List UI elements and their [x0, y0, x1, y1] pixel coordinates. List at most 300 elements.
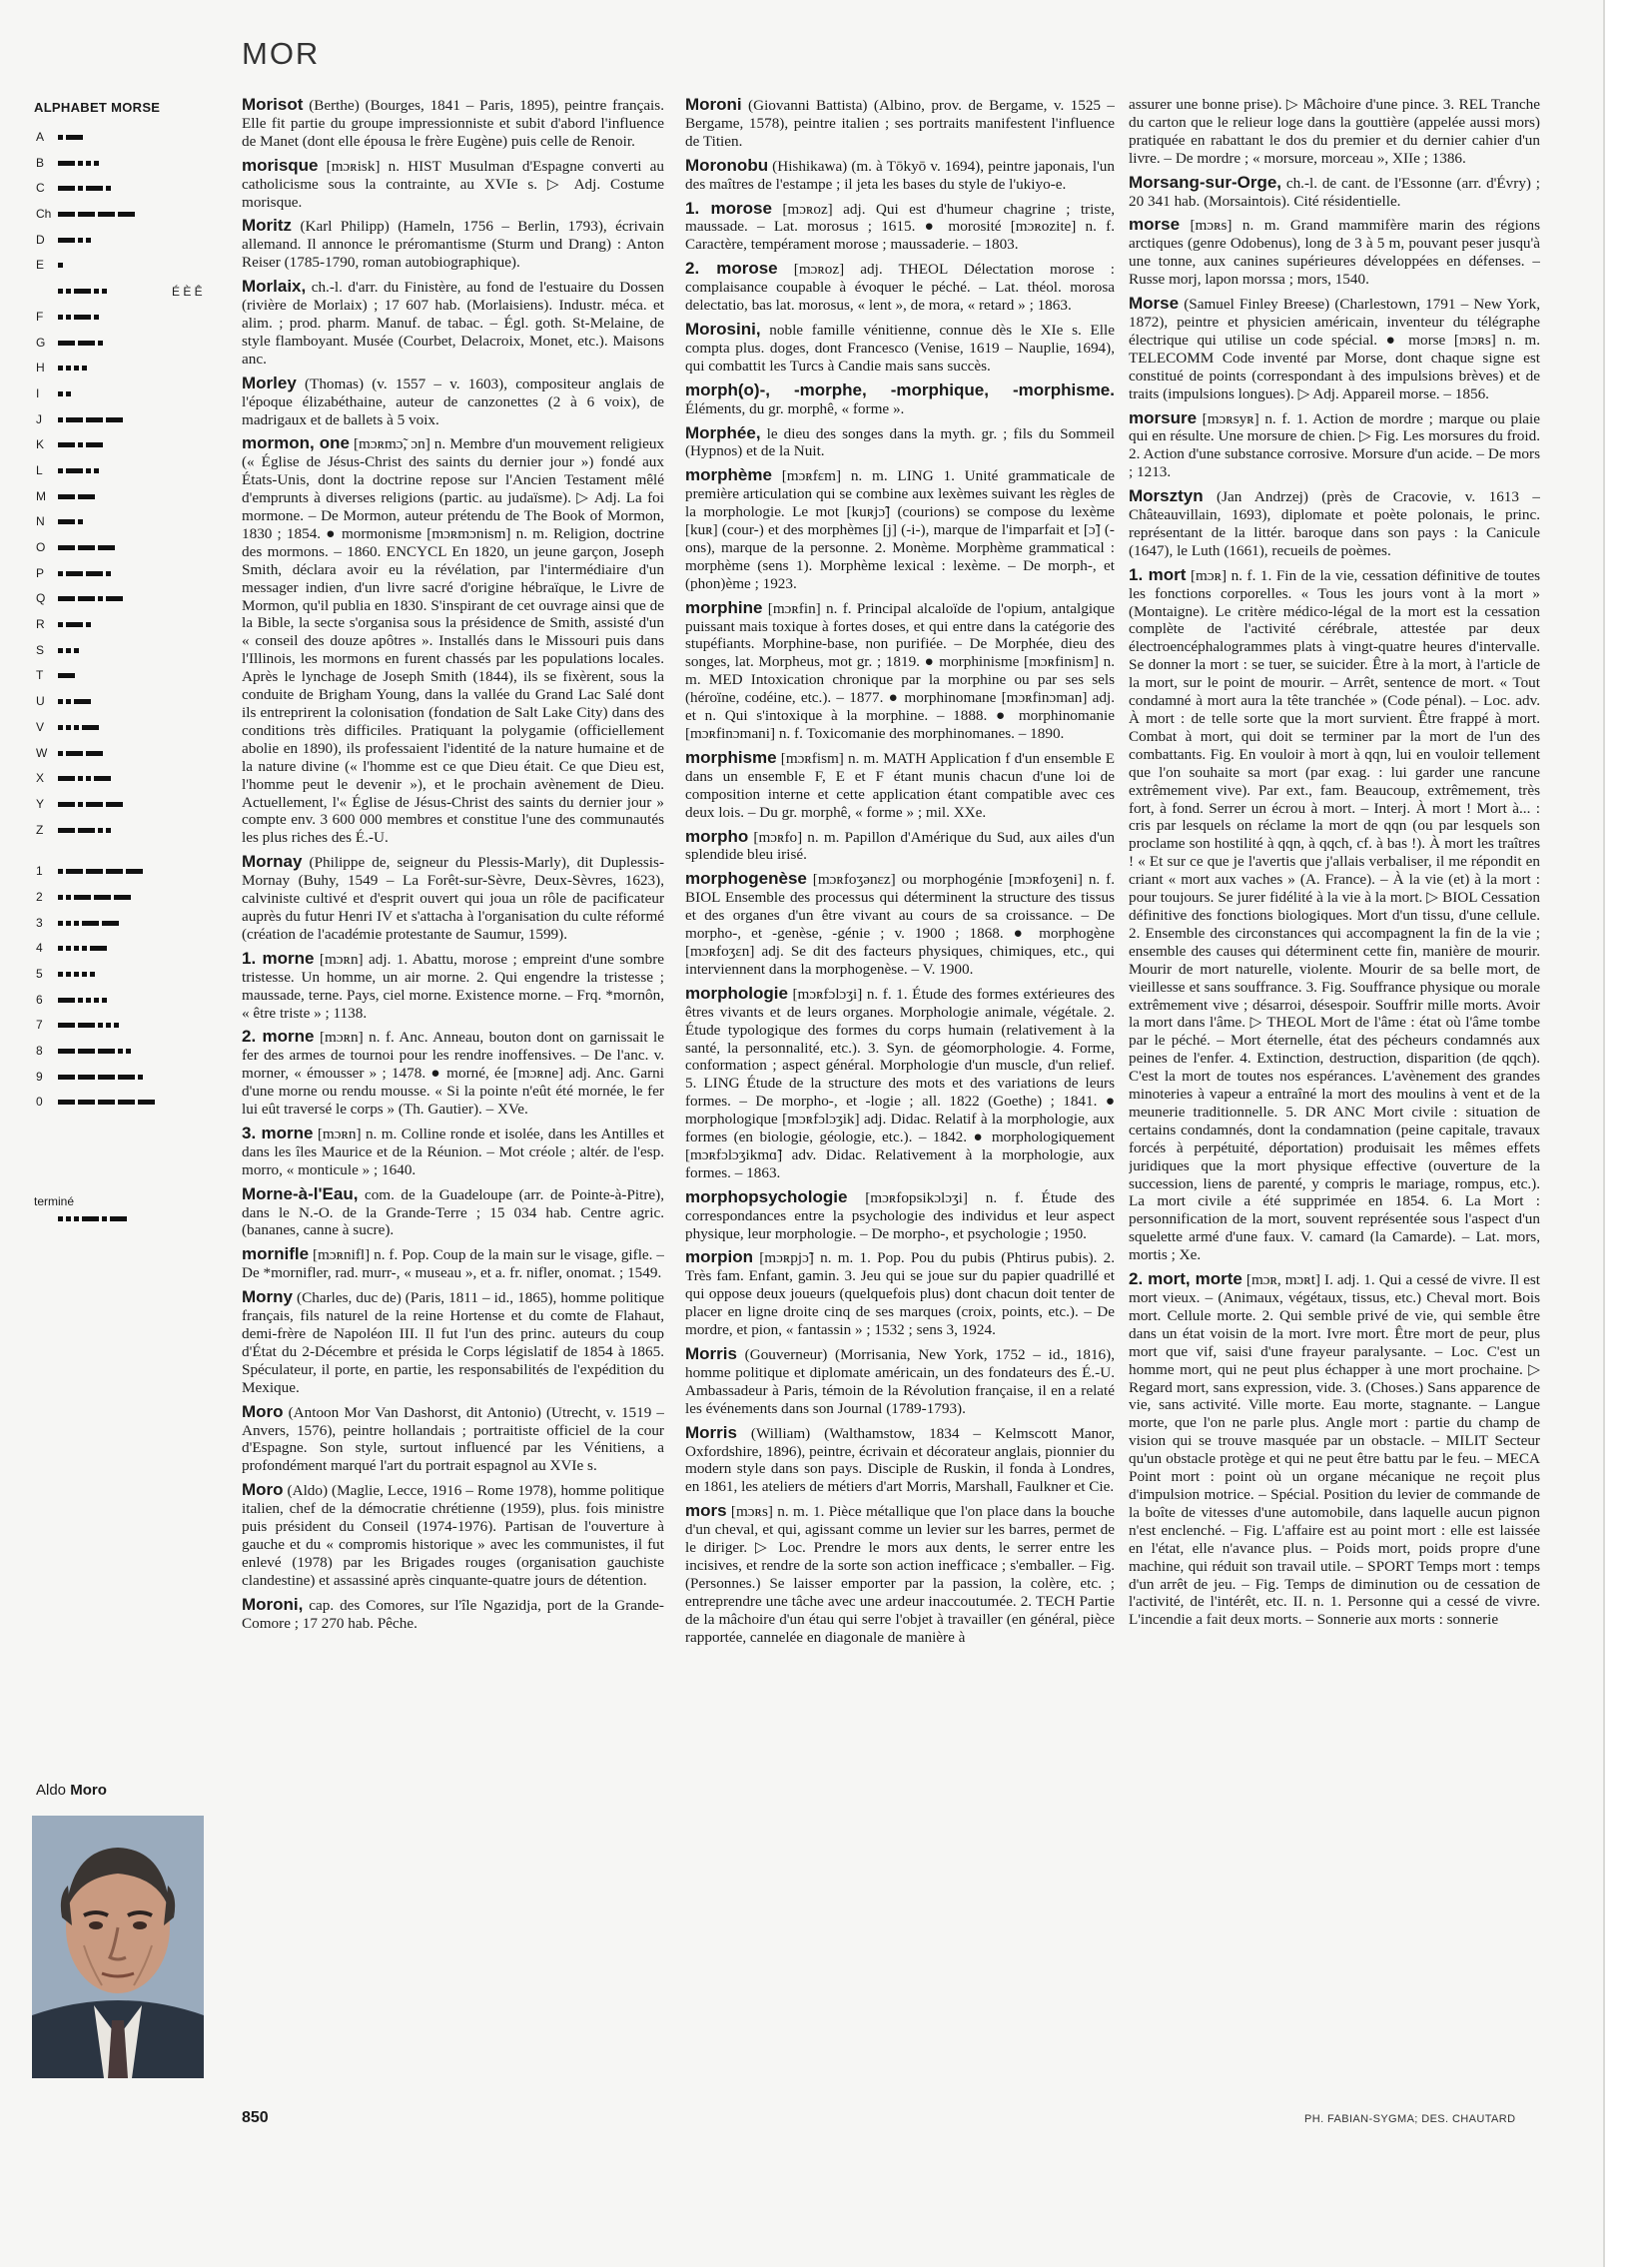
entry-headword: 3. morne — [242, 1123, 314, 1142]
morse-dash — [98, 545, 115, 550]
morse-dot — [94, 289, 99, 294]
running-head: MOR — [242, 36, 321, 71]
morse-row — [34, 383, 234, 409]
morse-dash — [82, 921, 99, 926]
morse-row — [34, 178, 234, 204]
morse-dash — [58, 776, 75, 781]
morse-row — [34, 333, 234, 359]
dictionary-entry — [685, 321, 1115, 376]
entry-headword: mormon, one — [242, 433, 350, 453]
morse-dot — [66, 921, 71, 926]
page-number: 850 — [242, 2109, 269, 2126]
dictionary-entry — [242, 1403, 664, 1476]
morse-letter: J — [36, 411, 42, 426]
entry-text: [mɔʀfoʒənɛz] ou morphogénie [mɔʀfoʒeni] n. f. BIOL Ensemble des processus qui déterminent la structure des tissus et des organes d'un être vivant au cours de sa croissance. – De morpho-, et -genèse, -génie ; v. 1900 ; 1868. ● morphogène [mɔʀfoʒɛn] adj. Se dit des facteurs physiques, chimiques, etc., qui interviennent dans la morphogenèse. – V. 1900. — [685, 871, 1115, 978]
morse-row — [34, 1015, 234, 1041]
morse-code — [58, 289, 107, 294]
entry-text: [mɔʀnifl] n. f. Pop. Coup de la main sur le visage, gifle. – De *mornifler, rad. murr-, « museau », et a. fr. nifler, onomat. ; 1549. — [242, 1246, 664, 1282]
morse-row — [34, 861, 234, 887]
entry-text: [mɔʀmɔ̃, ɔn] n. Membre d'un mouvement religieux (« Église de Jésus-Christ des saints du dernier jour ») fondé aux États-Unis, dont la doctrine repose sur l'Ancien Testament mêlé d'emprunts à diverses religions (partic. au judaïsme). ▷ Adj. La foi mormone. – De Mormon, auteur prétendu de The Book of Mormon, 1830 ; 1854. ● mormonisme [mɔʀmɔnism] n. m. Religion, doctrine des mormons. – 1860. ENCYCL En 1820, un jeune garçon, Joseph Smith, déclara avoir eu la révélation, par l'intermédiaire d'un messager indien, d'un livre sacré d'origine hébraïque, le Livre de Mormon, qu'il publia en 1830. S'inspirant de cet ouvrage ainsi que de la Bible, la secte s'organisa sous la présidence de Smith, assisté d'un « conseil des douze apôtres ». Installés dans le Missouri puis dans l'Illinois, les mormons en furent chassés par les populations locales. Après le lynchage de Joseph Smith (1844), ils se fixèrent, sous la conduite de Brigham Young, dans la vallée du Grand Lac Salé dont ils entreprirent la colonisation (fondation de Salt Lake City) dans des conditions très difficiles. Pratiquant la polygamie (officiellement abolie en 1890), ils professaient l'identité de la nature humaine et de la nature divine (« l'homme est ce que Dieu était. Ce que Dieu est, l'homme peut le devenir »), et le prochain avènement de Dieu. Actuellement, l'« Église de Jésus-Christ des saints du dernier jour » compte env. 3 600 000 membres et constitue l'une des communautés les plus riches des É.-U. — [242, 435, 664, 847]
morse-dash — [58, 1075, 75, 1080]
entry-text: (Berthe) (Bourges, 1841 – Paris, 1895), peintre français. Elle fit partie du groupe impressionniste et subit d'abord l'influence de Manet (dont elle épousa le frère Eugène) puis celle de Renoir. — [242, 97, 664, 150]
morse-dash — [78, 545, 95, 550]
dictionary-entry — [685, 749, 1115, 822]
morse-dash — [78, 494, 95, 499]
morse-code — [58, 869, 143, 874]
morse-dash — [106, 802, 123, 807]
morse-code — [58, 1100, 155, 1105]
morse-dash — [66, 571, 83, 576]
morse-dot — [102, 289, 107, 294]
dictionary-entry — [242, 1596, 664, 1633]
morse-letter: 3 — [36, 915, 43, 930]
morse-dot — [74, 972, 79, 977]
morse-note: É È Ê — [172, 285, 203, 300]
morse-dash — [78, 1023, 95, 1028]
morse-dot — [106, 828, 111, 833]
entry-text: (Samuel Finley Breese) (Charlestown, 1791 – New York, 1872), peintre et physicien américain, inventeur du télégraphe électrique qui utilise un code spécial. ● morse [mɔʀs] n. m. TELECOMM Code inventé par Morse, dont chaque signe est constitué de points (correspondant à des impulsions brèves) et de traits (impulsions longues). ▷ Adj. Appareil morse. – 1856. — [1129, 296, 1540, 402]
morse-dash — [106, 417, 123, 422]
entry-text: (Giovanni Battista) (Albino, prov. de Bergame, v. 1525 – Bergame, 1578), peintre italien ; ses portraits manifestent l'influence de Titien. — [685, 97, 1115, 150]
morse-alphabet-title: ALPHABET MORSE — [34, 100, 161, 115]
morse-row — [34, 717, 234, 743]
dictionary-entry — [1129, 216, 1540, 289]
morse-dash — [78, 1075, 95, 1080]
dictionary-entry — [242, 434, 664, 847]
morse-dash — [74, 699, 91, 704]
morse-dash — [78, 212, 95, 217]
morse-code — [58, 135, 83, 140]
text-column-2 — [685, 96, 1115, 2078]
entry-headword: Moritz — [242, 216, 293, 236]
morse-row — [34, 887, 234, 913]
morse-row — [34, 281, 234, 307]
morse-dot — [66, 1216, 71, 1221]
dictionary-entry — [685, 599, 1115, 743]
morse-dot — [106, 571, 111, 576]
morse-dash — [58, 212, 75, 217]
morse-code — [58, 998, 107, 1003]
dictionary-entry — [242, 157, 664, 212]
morse-letter: P — [36, 565, 45, 580]
morse-row — [34, 794, 234, 820]
morse-dot — [66, 699, 71, 704]
morse-dash — [90, 946, 107, 951]
morse-dash — [74, 289, 91, 294]
entry-headword: Morisot — [242, 96, 304, 114]
morse-dot — [58, 571, 63, 576]
morse-dash — [66, 135, 83, 140]
morse-dash — [86, 442, 103, 447]
morse-alphabet-sidebar — [34, 100, 234, 1118]
morse-dot — [58, 725, 63, 730]
morse-dash — [66, 869, 83, 874]
morse-dash — [58, 596, 75, 601]
morse-code — [58, 776, 111, 781]
morse-row — [34, 990, 234, 1016]
morse-dot — [94, 468, 99, 473]
dictionary-entry — [242, 1245, 664, 1282]
morse-dot — [66, 895, 71, 900]
entry-text: [mɔʀfism] n. m. MATH Application f d'un ensemble E dans un ensemble F, E et F étant munis chacun d'une loi de composition interne et cette application étant compatible avec ces deux lois. – Du gr. morphê, « forme » ; mil. XXe. — [685, 749, 1115, 821]
morse-dot — [98, 596, 103, 601]
morse-dot — [82, 972, 87, 977]
entry-headword: mornifle — [242, 1244, 310, 1264]
dictionary-entry — [242, 1288, 664, 1396]
morse-dash — [82, 1216, 99, 1221]
entry-text: Éléments, du gr. morphê, « forme ». — [685, 399, 905, 417]
morse-letter: Ch — [36, 207, 52, 222]
entry-text: [mɔʀfin] n. f. Principal alcaloïde de l'opium, antalgique puissant mais toxique à fortes doses, et qui entre dans la catégorie des stupéfiants. Morphine-base, non purifiée. – De Morphée, dieu des songes, lat. Morpheus, mot gr. ; 1819. ● morphinisme [mɔʀfinism] n. m. MED Intoxication chronique par la morphine ou par ses sels (héroïne, codéine, etc.). – 1877. ● morphinomane [mɔʀfinɔman] adj. et n. Qui s'intoxique à la morphine. – 1888. ● morphinomanie [mɔʀfinɔmani] n. f. Toxicomanie des morphinomanes. – 1890. — [685, 599, 1115, 742]
entry-text: (Antoon Mor Van Dashorst, dit Antonio) (Utrecht, v. 1519 – Anvers, 1576), peintre hollandais ; portraitiste officiel de la cour d'Espagne. Son style, surtout influencé par les Vénitiens, a profondément marqué l'art du portrait espagnol au XVIe s. — [242, 1403, 664, 1475]
entry-text: [mɔʀn] n. m. Colline ronde et isolée, dans les Antilles et dans les îles Maurice et de la Réunion. – Mot créole ; altér. de l'esp. morro, « monticule » ; 1640. — [242, 1125, 664, 1178]
entry-text: (Hishikawa) (m. à Tōkyō v. 1694), peintre japonais, l'un des maîtres de l'estampe ; il jeta les bases du style de l'ukiyo-e. — [685, 157, 1115, 193]
entry-headword: mors — [685, 1501, 727, 1521]
morse-code — [58, 468, 99, 473]
entry-text: [mɔʀ, mɔʀt] I. adj. 1. Qui a cessé de vivre. Il est mort vieux. – (Animaux, végétaux, tissus, etc.) Cheval mort. Bois mort. Cellule morte. 2. Qui semble privé de vie, qui semble être dans un état voisin de la mort. Ivre mort. Être mort de peur, plus mort que vif, saisi d'une frayeur paralysante. – Loc. C'est un homme mort, qui ne peut plus échapper à une mort prochaine. ▷ Regard mort, sans expression, vide. 3. (Choses.) Sans apparence de vie, sans activité. Ville morte. Eau morte, stagnante. – Langue morte, que l'on ne parle plus. Angle mort : partie du champ de vision qui se trouve masquée par un obstacle. – MILIT Secteur qu'un obstacle protège et qui ne peut être battu par le feu. – MECA Point mort : point où un organe mécanique ne reçoit plus d'impulsion motrice. – Spécial. Position du levier de commande de la boîte de vitesses d'une automobile, dans laquelle aucun pignon n'est enclenché. – Fig. L'affaire est au point mort : elle est laissée en l'état, elle n'avance plus. – Poids mort, poids propre d'une machine, qui réduit son travail utile. – SPORT Temps mort : temps d'un arrêt de jeu. – Fig. Temps de diminution ou de cessation de l'activité, de l'intérêt, etc. II. n. 1. Personne qui a cessé de vivre. L'incendie a fait deux morts. – Sonnerie aux morts : sonnerie — [1129, 1271, 1540, 1629]
morse-row — [34, 938, 234, 964]
entry-headword: Morphée, — [685, 422, 761, 442]
morse-dot — [58, 391, 63, 396]
morse-row — [34, 691, 234, 717]
dictionary-entry — [242, 375, 664, 429]
morse-row — [34, 588, 234, 614]
morse-dot — [78, 776, 83, 781]
morse-dot — [86, 161, 91, 166]
morse-dash — [78, 341, 95, 346]
morse-dot — [58, 1216, 63, 1221]
entry-headword: morphisme — [685, 747, 777, 767]
morse-dot — [86, 776, 91, 781]
morse-dot — [78, 802, 83, 807]
morse-row — [34, 255, 234, 281]
dictionary-entry — [685, 828, 1115, 865]
dictionary-entry — [1129, 487, 1540, 560]
entry-text: [mɔʀfo] n. m. Papillon d'Amérique du Sud, aux ailes d'un splendide bleu irisé. — [685, 828, 1115, 864]
morse-dot — [58, 468, 63, 473]
morse-dot — [102, 998, 107, 1003]
morse-code — [58, 1049, 131, 1054]
morse-dash — [114, 895, 131, 900]
morse-letter: H — [36, 361, 45, 376]
entry-text: cap. des Comores, sur l'île Ngazidja, port de la Grande-Comore ; 17 270 hab. Pêche. — [242, 1596, 664, 1632]
morse-dash — [86, 571, 103, 576]
entry-text: (William) (Walthamstow, 1834 – Kelmscott Manor, Oxfordshire, 1896), peintre, écrivain et décorateur anglais, pionnier du modern style dans son pays. Disciple de Ruskin, il fonda à Londres, en 1861, les ateliers de métiers d'art Morris, Marshall, Faulkner et Cie. — [685, 1424, 1115, 1496]
entry-headword: Moro — [242, 1401, 284, 1421]
morse-dot — [74, 366, 79, 371]
morse-dot — [86, 622, 91, 627]
morse-dot — [74, 946, 79, 951]
morse-code — [58, 494, 95, 499]
morse-dash — [102, 921, 119, 926]
morse-dot — [58, 946, 63, 951]
entry-text: [mɔʀsyʀ] n. f. 1. Action de mordre ; marque ou plaie qui en résulte. Une morsure de chien. ▷ Fig. Les morsures du froid. 2. Action d'une substance corrosive. Morsure d'un acide. – De mors ; 1213. — [1129, 409, 1540, 481]
morse-dash — [78, 1100, 95, 1105]
morse-letter: 0 — [36, 1095, 43, 1110]
morse-dot — [106, 186, 111, 191]
morse-dot — [58, 315, 63, 320]
morse-row — [34, 127, 234, 153]
morse-dash — [94, 895, 111, 900]
morse-dash — [86, 802, 103, 807]
dictionary-entry — [1129, 96, 1540, 168]
dictionary-entry — [685, 1345, 1115, 1418]
morse-row — [34, 820, 234, 846]
dictionary-entry — [242, 853, 664, 944]
morse-row — [34, 307, 234, 333]
morse-letter: Q — [36, 591, 46, 606]
morse-dash — [118, 212, 135, 217]
morse-dot — [74, 1216, 79, 1221]
morse-dash — [78, 596, 95, 601]
entry-headword: Mornay — [242, 852, 303, 872]
entry-headword: 2. morose — [685, 259, 778, 279]
dictionary-entry — [242, 96, 664, 151]
morse-row — [34, 640, 234, 666]
morse-row — [34, 768, 234, 794]
morse-dot — [138, 1075, 143, 1080]
dictionary-entry — [685, 870, 1115, 978]
photo-caption-first: Aldo — [36, 1782, 67, 1799]
morse-dot — [74, 725, 79, 730]
morse-dash — [138, 1100, 155, 1105]
termine-morse-code — [58, 1216, 127, 1221]
morse-letter: M — [36, 488, 46, 503]
morse-dot — [58, 417, 63, 422]
entry-headword: morphème — [685, 465, 772, 485]
morse-dot — [98, 1023, 103, 1028]
morse-letter: W — [36, 745, 48, 760]
morse-dot — [94, 998, 99, 1003]
photo-caption-name: Moro — [70, 1782, 107, 1799]
entry-headword: morphopsychologie — [685, 1186, 848, 1206]
dictionary-entry — [685, 260, 1115, 315]
morse-letter: B — [36, 155, 45, 170]
entry-text: [mɔʀs] n. m. 1. Pièce métallique que l'on place dans la bouche d'un cheval, et qui, agissant comme un levier sur les barres, permet de le diriger. ▷ Loc. Prendre le mors aux dents, le serrer entre les incisives, et rendre de la sorte son action inefficace ; s'emballer. – Fig. (Personnes.) Se laisser emporter par la passion, la colère, etc. ; entreprendre une tâche avec une ardeur inaccoutumée. 2. TECH Partie de la mâchoire d'un étau qui serre l'objet à travailler (en général, pièce rapportée, cannelée en diagonale de manière à — [685, 1503, 1115, 1646]
entry-text: (Thomas) (v. 1557 – v. 1603), compositeur anglais de l'époque élizabéthaine, auteur de canzonettes (2 à 6 voix), de madrigaux et de ballets à 5 voix. — [242, 375, 664, 428]
entry-text: (Charles, duc de) (Paris, 1811 – id., 1865), homme politique français, fils naturel de la reine Hortense et du comte de Flahaut, demi-frère de Napoléon III. Il fut l'un des princ. auteurs du coup d'État du 2-Décembre et présida le Corps législatif de 1854 à 1865. Spéculateur, il porte, en partie, les responsabilités de l'expédition du Mexique. — [242, 1289, 664, 1396]
morse-dot — [78, 238, 83, 243]
morse-letter: L — [36, 462, 43, 477]
morse-dash — [58, 545, 75, 550]
morse-dot — [58, 869, 63, 874]
morse-row — [34, 358, 234, 383]
morse-dot — [66, 315, 71, 320]
entry-headword: morpion — [685, 1247, 753, 1267]
morse-letter: 4 — [36, 941, 43, 956]
morse-letter: Y — [36, 796, 45, 811]
morse-dot — [58, 135, 63, 140]
morse-dash — [58, 442, 75, 447]
morse-code — [58, 238, 91, 243]
morse-dot — [78, 161, 83, 166]
morse-letter-table — [34, 127, 234, 845]
morse-dash — [58, 238, 75, 243]
morse-row — [34, 1092, 234, 1118]
morse-letter: V — [36, 719, 45, 734]
morse-letter: I — [36, 385, 40, 400]
morse-row — [34, 434, 234, 460]
morse-dot — [58, 648, 63, 653]
morse-letter: X — [36, 771, 45, 786]
morse-dash — [98, 1100, 115, 1105]
morse-dot — [78, 519, 83, 524]
morse-letter: T — [36, 668, 44, 683]
morse-letter: 8 — [36, 1044, 43, 1059]
morse-code — [58, 417, 123, 422]
morse-dash — [58, 519, 75, 524]
morse-dash — [74, 315, 91, 320]
morse-dash — [94, 776, 111, 781]
morse-dash — [58, 1100, 75, 1105]
morse-dot — [86, 998, 91, 1003]
entry-headword: Morris — [685, 1344, 737, 1363]
morse-code — [58, 622, 91, 627]
morse-row — [34, 964, 234, 990]
morse-dash — [86, 751, 103, 756]
entry-headword: Morny — [242, 1287, 293, 1307]
morse-row — [34, 486, 234, 512]
morse-dash — [58, 1023, 75, 1028]
entry-text: (Jan Andrzej) (près de Cracovie, v. 1613 – Châteauvillain, 1693), diplomate et poète polonais, le princ. représentant de la littér. baroque dans son pays : la Canicule (1647), le Luth (1661), recueils de poèmes. — [1129, 488, 1540, 559]
morse-row — [34, 230, 234, 256]
dictionary-entry — [1129, 1270, 1540, 1629]
entry-headword: Moro — [242, 1480, 284, 1500]
entry-headword: morsure — [1129, 407, 1198, 427]
morse-letter: F — [36, 309, 44, 324]
photo-credits: PH. FABIAN-SYGMA; DES. CHAUTARD — [1304, 2113, 1516, 2125]
dictionary-entry — [242, 950, 664, 1023]
morse-dot — [58, 263, 63, 268]
morse-letter: O — [36, 540, 46, 554]
text-column-3 — [1129, 96, 1540, 2078]
entry-headword: morse — [1129, 215, 1181, 235]
morse-dot — [82, 946, 87, 951]
morse-row — [34, 1067, 234, 1093]
morse-dot — [86, 238, 91, 243]
morse-dot — [98, 341, 103, 346]
dictionary-entry — [685, 1502, 1115, 1646]
morse-code — [58, 263, 63, 268]
morse-dot — [66, 391, 71, 396]
morse-row — [34, 563, 234, 589]
morse-row — [34, 913, 234, 939]
morse-dot — [90, 972, 95, 977]
dictionary-entry — [242, 1028, 664, 1119]
dictionary-entry — [1129, 409, 1540, 482]
entry-text: [mɔʀs] n. m. Grand mammifère marin des régions arctiques (genre Odobenus), long de 3 à 5 m, pouvant peser jusqu'à une tonne, aux canines supérieures développées en défenses. – Russe morj, lapon morssa ; mors, 1540. — [1129, 217, 1540, 289]
entry-headword: morpho — [685, 826, 749, 846]
entry-text: (Gouverneur) (Morrisania, New York, 1752 – id., 1816), homme politique et diplomate américain, un des fondateurs des É.-U. Ambassadeur à Paris, témoin de la Révolution française, il en a relaté les événements dans son Journal (1789-1793). — [685, 1346, 1115, 1417]
morse-dot — [66, 972, 71, 977]
entry-text: (Philippe de, seigneur du Plessis-Marly), dit Duplessis-Mornay (Buhy, 1549 – La Forêt-sur-Sèvre, Deux-Sèvres, 1623), calviniste cultivé et d'esprit ouvert qui joua un rôle de pacificateur auprès du futur Henri IV et s'attacha à l'organisation du culte réformé (création de l'académie protestante de Saumur, 1599). — [242, 854, 664, 943]
entry-text: [mɔʀfɔlɔʒi] n. f. 1. Étude des formes extérieures des êtres vivants et de leurs organes. Morphologie animale, végétale. 2. Étude typologique des formes du corps humain (relativement à la santé, la personnalité, etc.). 3. Syn. de géomorphologie. 4. Forme, conformation ; aspect général. Morphologie d'un muscle, d'un relief. 5. LING Étude de la structure des mots et des variations de leurs formes. – De morpho-, et -logie ; all. 1822 (Goethe) ; 1841. ● morphologique [mɔʀfɔlɔʒik] adj. Didac. Relatif à la morphologie, aux formes (en biologie, géologie, etc.). – 1842. ● morphologiquement [mɔʀfɔlɔʒikmɑ̃] adv. Didac. Relativement à la morphologie, aux formes. – 1863. — [685, 985, 1115, 1181]
morse-dot — [78, 186, 83, 191]
morse-dash — [66, 622, 83, 627]
morse-letter: 6 — [36, 992, 43, 1007]
dictionary-entry — [685, 1424, 1115, 1497]
morse-dash — [58, 828, 75, 833]
entry-headword: morisque — [242, 155, 319, 175]
morse-dash — [66, 468, 83, 473]
morse-dash — [126, 869, 143, 874]
morse-dot — [58, 699, 63, 704]
morse-dot — [58, 366, 63, 371]
entry-text: [mɔʀisk] n. HIST Musulman d'Espagne converti au catholicisme sous la contrainte, au XVIe s. ▷ Adj. Costume morisque. — [242, 157, 664, 211]
morse-dot — [66, 648, 71, 653]
morse-dot — [78, 998, 83, 1003]
morse-letter: C — [36, 181, 45, 196]
entry-text: [mɔʀn] n. f. Anc. Anneau, bouton dont on garnissait le fer des armes de tournoi pour les rendre inoffensives. – De l'anc. v. morner, « émousser » ; 1478. ● morné, ée [mɔʀne] adj. Anc. Garni d'une morne ou rendu mousse. « Si la pointe n'eût été mornée, le fer lui eût traversé le corps » (Th. Gautier). – XVe. — [242, 1029, 664, 1119]
morse-dot — [58, 895, 63, 900]
dictionary-entry — [685, 381, 1115, 418]
photo-caption — [36, 1782, 107, 1799]
morse-row — [34, 665, 234, 691]
entry-headword: 1. morose — [685, 198, 772, 218]
morse-dot — [66, 366, 71, 371]
entry-headword: Morley — [242, 373, 297, 392]
morse-code — [58, 442, 103, 447]
dictionary-entry — [242, 1185, 664, 1240]
morse-dot — [74, 648, 79, 653]
morse-dash — [86, 869, 103, 874]
dictionary-entry — [685, 157, 1115, 194]
entry-text: ch.-l. d'arr. du Finistère, au fond de l'estuaire du Dossen (rivière de Morlaix) ; 17 607 hab. (Morlaisiens). Industr. méca. et alim. ; prod. pharm. Manuf. de tabac. – Égl. goth. St-Melaine, de style flamboyant. Musée (Courbet, Delacroix, Monet, etc.). Maisons anc. — [242, 279, 664, 368]
entry-headword: Moronobu — [685, 155, 769, 175]
entry-text: [mɔʀfopsikɔlɔʒi] n. f. Étude des correspondances entre la psychologie des individus et leur aspect physique, leur morphologie. – De morpho-, et psychologie ; 1950. — [685, 1188, 1115, 1242]
dictionary-entry — [1129, 295, 1540, 402]
dictionary-entry — [242, 1125, 664, 1179]
entry-text: assurer une bonne prise). ▷ Mâchoire d'une pince. 3. REL Tranche du carton que le relieur loge dans la gouttière (appelée aussi mors) pratiquée en rabattant le dos du premier et du dernier cahier d'un livre. – De mordre ; « morsure, morceau », XIIe ; 1386. — [1129, 96, 1540, 167]
dictionary-entry — [242, 278, 664, 369]
entry-text: ch.-l. de cant. de l'Essonne (arr. d'Évry) ; 20 341 hab. (Morsaintois). Cité résidentielle. — [1129, 174, 1540, 210]
morse-row — [34, 1041, 234, 1067]
entry-headword: morphine — [685, 597, 763, 617]
entry-text: noble famille vénitienne, connue dès le XIe s. Elle compta plus. doges, dont Francesco (Venise, 1619 – Nauplie, 1694), qui combattit les Turcs à Candie mais sans succès. — [685, 321, 1115, 375]
dictionary-entry — [685, 424, 1115, 461]
morse-dash — [58, 494, 75, 499]
dictionary-entry — [242, 217, 664, 272]
entry-text: [mɔʀoz] adj. THEOL Délectation morose : complaisance coupable à évoquer le péché. – Lat. théol. morosa delectatio, bas lat. morosus, « lent », de mora, « retard » ; 1863. — [685, 261, 1115, 315]
morse-dash — [58, 161, 75, 166]
morse-code — [58, 391, 71, 396]
morse-dot — [114, 1023, 119, 1028]
morse-code — [58, 1023, 119, 1028]
entry-headword: Morsztyn — [1129, 486, 1204, 506]
morse-dot — [106, 1023, 111, 1028]
entry-text: (Aldo) (Maglie, Lecce, 1916 – Rome 1978), homme politique italien, chef de la démocratie chrétienne (1959), plus. fois ministre puis président du Conseil (1974-1976). Partisan de l'ouverture à gauche et du « compromis historique » avec les communistes, il fut enlevé (1978) par les Brigades rouges (organisation gauchiste clandestine) et assassiné après cinquante-quatre jours de détention. — [242, 1482, 664, 1589]
morse-dash — [86, 186, 103, 191]
morse-code — [58, 596, 123, 601]
morse-letter: 2 — [36, 889, 43, 904]
dictionary-entry — [242, 1481, 664, 1589]
entry-text: (Karl Philipp) (Hameln, 1756 – Berlin, 1793), écrivain allemand. Il annonce le préromantisme (Sturm und Drang) : Anton Reiser (1785-1790, roman autobiographique). — [242, 218, 664, 272]
morse-dash — [66, 751, 83, 756]
morse-dash — [58, 341, 75, 346]
entry-text: [mɔʀpjɔ̃] n. m. 1. Pop. Pou du pubis (Phtirus pubis). 2. Très fam. Enfant, gamin. 3. Jeu qui se joue sur du papier quadrillé et qui oppose deux joueurs (quelquefois plus) dont chacun doit tenter de placer en ligne droite cinq de ses marques (croix, points, etc.). – De mordre, et pion, « fantassin » ; 1532 ; sens 3, 1924. — [685, 1249, 1115, 1339]
morse-code — [58, 673, 75, 678]
dictionary-entry — [685, 1188, 1115, 1243]
morse-letter: Z — [36, 822, 44, 837]
morse-row — [34, 204, 234, 230]
morse-letter: D — [36, 232, 45, 247]
entry-headword: morph(o)-, -morphe, -morphique, -morphisme. — [685, 379, 1115, 399]
morse-dash — [98, 212, 115, 217]
morse-dash — [78, 828, 95, 833]
morse-code — [58, 315, 99, 320]
morse-letter: A — [36, 130, 45, 144]
dictionary-entry — [1129, 566, 1540, 1264]
